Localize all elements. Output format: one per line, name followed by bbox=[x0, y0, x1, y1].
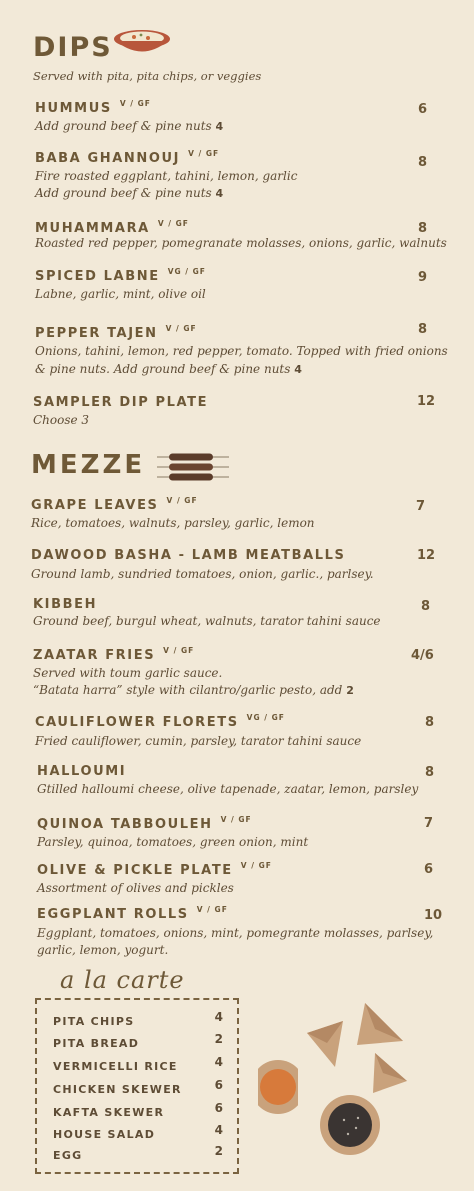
menu-item-desc: Fried cauliflower, cumin, parsley, tarator tahini sauce bbox=[35, 734, 362, 748]
mezze-title: MEZZE bbox=[31, 450, 146, 480]
menu-item-name: SAMPLER DIP PLATE bbox=[33, 395, 209, 410]
dips-title: DIPS bbox=[33, 32, 113, 63]
list-item: HOUSE SALAD 4 bbox=[53, 1123, 223, 1141]
menu-item-name: BABA GHANNOUJ $^{V / GF}$ bbox=[35, 149, 220, 166]
menu-item-price: 8 bbox=[425, 765, 435, 780]
dips-subtitle: Served with pita, pita chips, or veggies bbox=[33, 69, 262, 83]
menu-item-name: KIBBEH bbox=[33, 597, 98, 612]
menu-item-name: QUINOA TABBOULEH $^{V / GF}$ bbox=[37, 815, 252, 832]
a-la-carte-box bbox=[35, 998, 239, 1174]
list-item: EGG 2 bbox=[53, 1144, 223, 1162]
menu-item-desc: Ground lamb, sundried tomatoes, onion, garlic., parlsey. bbox=[31, 567, 374, 581]
menu-item-price: 8 bbox=[418, 322, 428, 337]
menu-item-desc: Ground beef, burgul wheat, walnuts, tarator tahini sauce bbox=[33, 614, 381, 628]
list-item: PITA BREAD 2 bbox=[53, 1032, 223, 1050]
list-item: KAFTA SKEWER 6 bbox=[53, 1101, 223, 1119]
menu-item-price: 12 bbox=[417, 394, 436, 409]
menu-item-name: ZAATAR FRIES $^{V / GF}$ bbox=[33, 646, 195, 663]
menu-item-desc: Roasted red pepper, pomegranate molasses, onions, garlic, walnuts bbox=[35, 236, 447, 250]
menu-item-price: 8 bbox=[418, 221, 428, 236]
menu-item-name: GRAPE LEAVES $^{V / GF}$ bbox=[31, 496, 198, 513]
menu-item-desc: garlic, lemon, yogurt. bbox=[37, 943, 169, 957]
menu-item-desc: Assortment of olives and pickles bbox=[37, 881, 234, 895]
menu-item-name: SPICED LABNE $^{VG / GF}$ bbox=[35, 267, 206, 284]
menu-item-name: EGGPLANT ROLLS $^{V / GF}$ bbox=[37, 905, 228, 922]
menu-item-price: 7 bbox=[424, 816, 434, 831]
kebab-skewers-icon bbox=[155, 450, 231, 484]
menu-item-desc: Onions, tahini, lemon, red pepper, tomato. Topped with fried onions bbox=[35, 344, 448, 358]
menu-item-desc: Choose 3 bbox=[33, 413, 90, 427]
menu-item-name: OLIVE & PICKLE PLATE $^{V / GF}$ bbox=[37, 861, 272, 878]
a-la-carte-title: a la carte bbox=[60, 966, 185, 994]
menu-item-name: CAULIFLOWER FLORETS $^{VG / GF}$ bbox=[35, 713, 285, 730]
dip-bowl-icon bbox=[112, 28, 172, 58]
menu-item-desc: Rice, tomatoes, walnuts, parsley, garlic, lemon bbox=[31, 516, 315, 530]
menu-item-desc: & pine nuts. Add ground beef & pine nuts 4 bbox=[35, 362, 302, 376]
menu-item-price: 4/6 bbox=[411, 648, 434, 663]
menu-item-price: 10 bbox=[424, 908, 443, 923]
menu-item-desc: Add ground beef & pine nuts 4 bbox=[35, 186, 224, 200]
list-item: CHICKEN SKEWER 6 bbox=[53, 1078, 223, 1096]
menu-item-name: MUHAMMARA $^{V / GF}$ bbox=[35, 219, 189, 236]
menu-item-desc: Labne, garlic, mint, olive oil bbox=[35, 287, 206, 301]
spice-bowl-icon bbox=[318, 1094, 382, 1158]
list-item: VERMICELLI RICE 4 bbox=[53, 1055, 223, 1073]
menu-item-desc: Gtilled halloumi cheese, olive tapenade, zaatar, lemon, parsley bbox=[37, 782, 419, 796]
menu-item-price: 6 bbox=[418, 102, 428, 117]
menu-item-desc: Add ground beef & pine nuts 4 bbox=[35, 119, 224, 133]
menu-item-price: 12 bbox=[417, 548, 436, 563]
menu-item-price: 8 bbox=[425, 715, 435, 730]
spice-bowl-icon bbox=[258, 1057, 298, 1115]
menu-item-desc: “Batata harra” style with cilantro/garlic pesto, add 2 bbox=[33, 683, 354, 697]
menu-item-desc: Fire roasted eggplant, tahini, lemon, garlic bbox=[35, 169, 298, 183]
menu-item-price: 8 bbox=[418, 155, 428, 170]
menu-item-price: 9 bbox=[418, 270, 428, 285]
menu-item-name: PEPPER TAJEN $^{V / GF}$ bbox=[35, 324, 197, 341]
menu-item-desc: Eggplant, tomatoes, onions, mint, pomegrante molasses, parlsey, bbox=[37, 926, 434, 940]
menu-item-price: 6 bbox=[424, 862, 434, 877]
menu-item-name: HUMMUS $^{V / GF}$ bbox=[35, 99, 151, 116]
menu-item-desc: Served with toum garlic sauce. bbox=[33, 666, 223, 680]
menu-item-price: 8 bbox=[421, 599, 431, 614]
menu-item-desc: Parsley, quinoa, tomatoes, green onion, mint bbox=[37, 835, 309, 849]
menu-item-price: 7 bbox=[416, 499, 426, 514]
list-item: PITA CHIPS 4 bbox=[53, 1010, 223, 1028]
menu-item-name: DAWOOD BASHA - LAMB MEATBALLS bbox=[31, 548, 346, 563]
menu-item-name: HALLOUMI bbox=[37, 764, 127, 779]
